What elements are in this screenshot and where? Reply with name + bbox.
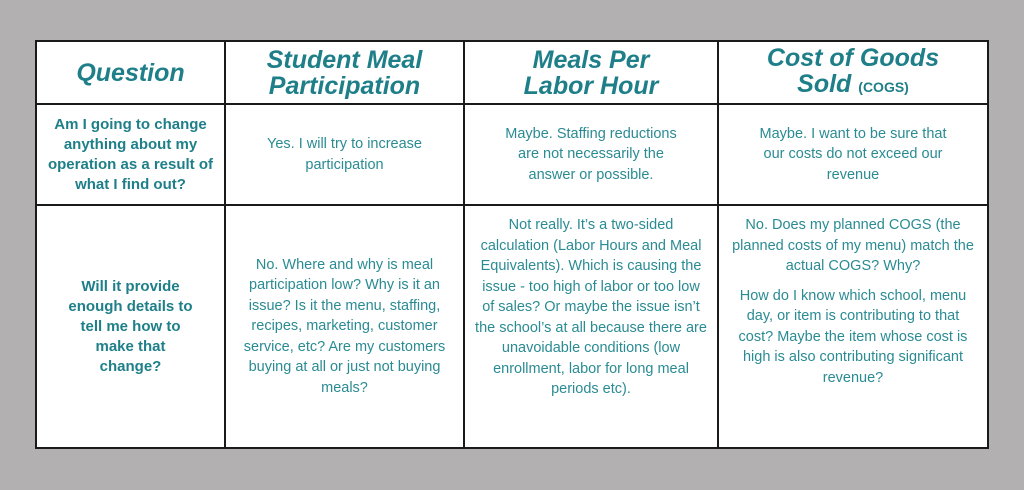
row1-question: Am I going to change anything about my operation as a result of what I find out? [47, 115, 214, 193]
header-question-label: Question [76, 58, 185, 87]
header-cogs-wrap [748, 45, 958, 100]
header-question [37, 42, 226, 105]
row1-mplh: Maybe. Staffing reductions are not necessarily the answer or possible. [505, 125, 677, 183]
row2-mplh-cell [465, 206, 719, 447]
row1-student-meal: Yes. I will try to increase participation [267, 136, 422, 173]
row1-cogs: Maybe. I want to be sure that our costs do not exceed our revenue [759, 125, 947, 183]
row2-question-cell [37, 206, 226, 447]
row2-question: Will it provide enough details to tell me how to make that change? [68, 277, 193, 375]
header-meals-per-labor-hour [465, 42, 719, 105]
row1-question-cell [37, 105, 226, 206]
row2-student-meal: No. Where and why is meal participation low? Why is it an issue? Is it the menu, staffing, recipes, marketing, customer service, etc? Are my customers buying at all or just not buying meals? [243, 256, 446, 396]
row1-cogs-cell [719, 105, 987, 206]
row2-cogs-stack [728, 215, 978, 388]
header-mplh-label: Meals Per Labor Hour [523, 45, 659, 100]
row2-student-meal-cell [226, 206, 465, 447]
comparison-table [35, 40, 989, 449]
row2-cogs-cell [719, 206, 987, 447]
row1-student-meal-cell [226, 105, 465, 206]
header-cogs-label: Cost of Goods Sold [766, 44, 940, 98]
header-cogs-abbr: (COGS) [858, 79, 909, 95]
header-cost-of-goods-sold [719, 42, 987, 105]
row2-cogs-paragraph-2: How do I know which school, menu day, or item is contributing to that cost? Maybe the item whose cost is high is also contributing significant revenue? [738, 287, 968, 386]
header-student-meal-label: Student Meal Participation [266, 45, 423, 100]
row2-mplh: Not really. It’s a two-sided calculation (Labor Hours and Meal Equivalents). Which is causing the issue - too high of labor or too low of sales? Or maybe the issue isn’t the school’s at all because there are unavoidable conditions (low enrollment, labor for long meal periods etc). [475, 217, 707, 397]
row1-mplh-cell [465, 105, 719, 206]
row2-cogs-paragraph-1: No. Does my planned COGS (the planned costs of my menu) match the actual COGS? Why? [732, 217, 974, 274]
header-student-meal-participation [226, 42, 465, 105]
